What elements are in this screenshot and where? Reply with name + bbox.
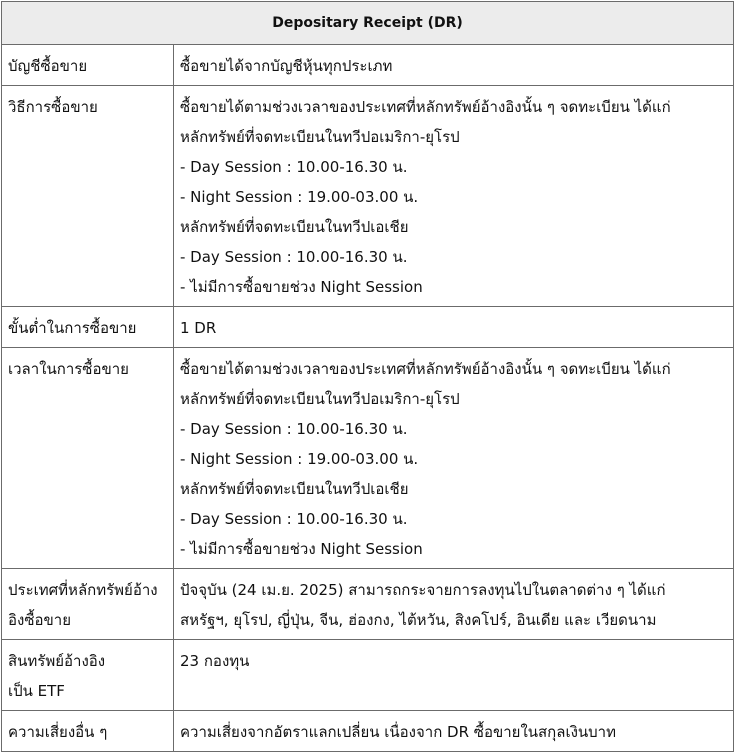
row-label-minimum: ขั้นต่ำในการซื้อขาย	[2, 307, 174, 348]
value-line: - Day Session : 10.00-16.30 น.	[180, 248, 408, 266]
label-line: เป็น ETF	[8, 682, 65, 700]
row-label-etf	[2, 640, 174, 711]
value-line: - ไม่มีการซื้อขายช่วง Night Session	[180, 278, 423, 296]
row-value-trading-method	[174, 86, 734, 307]
row-value-minimum	[174, 307, 734, 348]
value-line: 23 กองทุน	[180, 652, 250, 670]
row-value-etf	[174, 640, 734, 711]
table-row-other-risks	[2, 711, 734, 752]
table-row-account	[2, 45, 734, 86]
label-line: ประเทศที่หลักทรัพย์อ้าง	[8, 581, 158, 599]
label-line: สินทรัพย์อ้างอิง	[8, 652, 106, 670]
table-row-underlying-country	[2, 569, 734, 640]
label-line: อิงซื้อขาย	[8, 611, 71, 629]
value-line: สหรัฐฯ, ยุโรป, ญี่ปุ่น, จีน, ฮ่องกง, ไต้หวัน, สิงคโปร์, อินเดีย และ เวียดนาม	[180, 611, 657, 629]
value-line: หลักทรัพย์ที่จดทะเบียนในทวีปเอเชีย	[180, 218, 409, 236]
value-line: ซื้อขายได้ตามช่วงเวลาของประเทศที่หลักทรัพย์อ้างอิงนั้น ๆ จดทะเบียน ได้แก่	[180, 98, 671, 116]
table-row-trading-time	[2, 348, 734, 569]
value-line: ซื้อขายได้จากบัญชีหุ้นทุกประเภท	[180, 57, 393, 75]
table-row-etf	[2, 640, 734, 711]
value-line: หลักทรัพย์ที่จดทะเบียนในทวีปอเมริกา-ยุโรป	[180, 128, 460, 146]
row-value-trading-time	[174, 348, 734, 569]
value-line: 1 DR	[180, 319, 217, 337]
value-line: - Day Session : 10.00-16.30 น.	[180, 420, 408, 438]
value-line: - ไม่มีการซื้อขายช่วง Night Session	[180, 540, 423, 558]
value-line: - Day Session : 10.00-16.30 น.	[180, 158, 408, 176]
value-line: ความเสี่ยงจากอัตราแลกเปลี่ยน เนื่องจาก DR ซื้อขายในสกุลเงินบาท	[180, 723, 616, 741]
value-line: - Night Session : 19.00-03.00 น.	[180, 188, 419, 206]
value-line: - Night Session : 19.00-03.00 น.	[180, 450, 419, 468]
value-line: ปัจจุบัน (24 เม.ย. 2025) สามารถกระจายการลงทุนไปในตลาดต่าง ๆ ได้แก่	[180, 581, 666, 599]
row-value-other-risks	[174, 711, 734, 752]
row-label-trading-method: วิธีการซื้อขาย	[2, 86, 174, 307]
table-header-row	[2, 2, 734, 45]
value-line: - Day Session : 10.00-16.30 น.	[180, 510, 408, 528]
table-title: Depositary Receipt (DR)	[2, 2, 734, 45]
value-line: ซื้อขายได้ตามช่วงเวลาของประเทศที่หลักทรัพย์อ้างอิงนั้น ๆ จดทะเบียน ได้แก่	[180, 360, 671, 378]
row-label-underlying-country	[2, 569, 174, 640]
dr-info-table	[1, 1, 734, 752]
row-label-trading-time: เวลาในการซื้อขาย	[2, 348, 174, 569]
row-label-account: บัญชีซื้อขาย	[2, 45, 174, 86]
row-value-account	[174, 45, 734, 86]
row-value-underlying-country	[174, 569, 734, 640]
value-line: หลักทรัพย์ที่จดทะเบียนในทวีปเอเชีย	[180, 480, 409, 498]
value-line: หลักทรัพย์ที่จดทะเบียนในทวีปอเมริกา-ยุโรป	[180, 390, 460, 408]
row-label-other-risks: ความเสี่ยงอื่น ๆ	[2, 711, 174, 752]
table-row-trading-method	[2, 86, 734, 307]
table-row-minimum	[2, 307, 734, 348]
